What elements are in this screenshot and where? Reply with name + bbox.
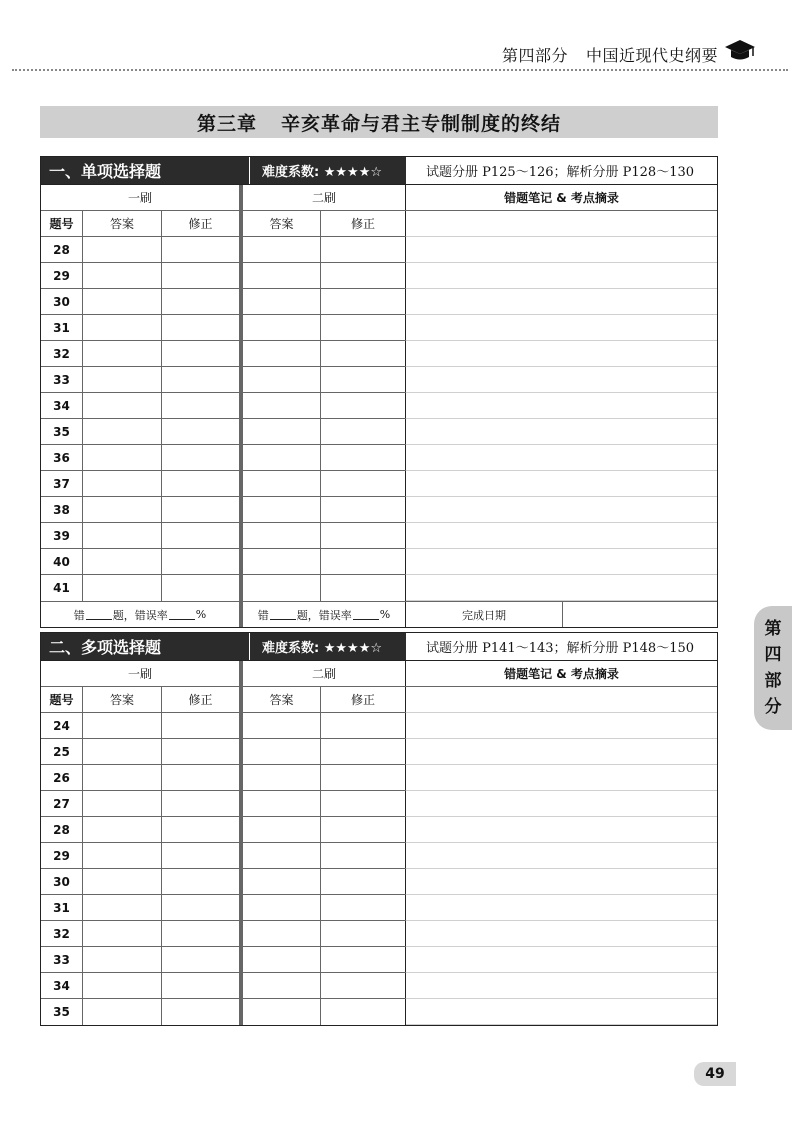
round2-answer-cell[interactable] bbox=[243, 341, 321, 366]
question-row bbox=[41, 791, 406, 817]
round1-answer-cell[interactable] bbox=[83, 973, 162, 998]
round2-correction-cell[interactable] bbox=[321, 999, 406, 1025]
round1-correction-cell[interactable] bbox=[162, 843, 243, 868]
graduation-cap-icon bbox=[724, 38, 756, 62]
round2-correction-cell[interactable] bbox=[321, 575, 406, 601]
round1-correction-cell[interactable] bbox=[162, 549, 243, 574]
round2-answer-cell[interactable] bbox=[243, 739, 321, 764]
round2-correction-cell[interactable] bbox=[321, 367, 406, 392]
round1-answer-cell[interactable] bbox=[83, 341, 162, 366]
round1-answer-cell[interactable] bbox=[83, 263, 162, 288]
completion-date-label: 完成日期 bbox=[406, 602, 563, 627]
question-row bbox=[41, 393, 406, 419]
question-row bbox=[41, 999, 406, 1025]
round2-correction-cell[interactable] bbox=[321, 947, 406, 972]
question-row bbox=[41, 895, 406, 921]
error-rate-blank[interactable] bbox=[353, 610, 379, 620]
question-row bbox=[41, 341, 406, 367]
question-row bbox=[41, 549, 406, 575]
round2-header: 二刷 bbox=[243, 185, 406, 210]
round2-answer-cell[interactable] bbox=[243, 367, 321, 392]
error-rate-blank[interactable] bbox=[169, 610, 195, 620]
round1-answer-cell[interactable] bbox=[83, 445, 162, 470]
notes-column bbox=[406, 185, 717, 601]
difficulty-rating: 难度系数: ★★★★☆ bbox=[249, 633, 406, 660]
round1-answer-cell[interactable] bbox=[83, 843, 162, 868]
section-header bbox=[41, 633, 717, 661]
round1-correction-cell[interactable] bbox=[162, 419, 243, 444]
correction-header: 修正 bbox=[162, 687, 243, 712]
round1-answer-cell[interactable] bbox=[83, 497, 162, 522]
round2-answer-cell[interactable] bbox=[243, 497, 321, 522]
round1-header: 一刷 bbox=[41, 661, 243, 686]
round2-answer-cell[interactable] bbox=[243, 843, 321, 868]
error-rate-label: 题，错误率 bbox=[112, 608, 168, 622]
round2-correction-cell[interactable] bbox=[321, 471, 406, 496]
round1-correction-cell[interactable] bbox=[162, 869, 243, 894]
multiple-choice-section bbox=[40, 632, 718, 1026]
round1-answer-cell[interactable] bbox=[83, 289, 162, 314]
round1-answer-cell[interactable] bbox=[83, 471, 162, 496]
question-row bbox=[41, 471, 406, 497]
round2-answer-cell[interactable] bbox=[243, 999, 321, 1025]
header-subject: 中国近现代史纲要 bbox=[585, 46, 718, 65]
round1-header: 一刷 bbox=[41, 185, 243, 210]
round1-correction-cell[interactable] bbox=[162, 315, 243, 340]
round2-correction-cell[interactable] bbox=[321, 419, 406, 444]
round2-answer-cell[interactable] bbox=[243, 921, 321, 946]
question-number: 37 bbox=[41, 471, 83, 496]
round2-answer-cell[interactable] bbox=[243, 575, 321, 601]
round2-answer-cell[interactable] bbox=[243, 237, 321, 262]
question-number: 41 bbox=[41, 575, 83, 601]
round1-correction-cell[interactable] bbox=[162, 289, 243, 314]
round2-answer-cell[interactable] bbox=[243, 471, 321, 496]
round2-answer-cell[interactable] bbox=[243, 869, 321, 894]
question-row bbox=[41, 869, 406, 895]
round1-answer-cell[interactable] bbox=[83, 791, 162, 816]
notes-area[interactable] bbox=[406, 687, 717, 1025]
round1-answer-cell[interactable] bbox=[83, 739, 162, 764]
question-number: 26 bbox=[41, 765, 83, 790]
round1-answer-cell[interactable] bbox=[83, 237, 162, 262]
round2-correction-cell[interactable] bbox=[321, 817, 406, 842]
error-label: 错 bbox=[257, 608, 269, 622]
question-row bbox=[41, 289, 406, 315]
single-choice-section bbox=[40, 156, 718, 628]
round2-correction-cell[interactable] bbox=[321, 713, 406, 738]
question-row bbox=[41, 765, 406, 791]
question-row bbox=[41, 445, 406, 471]
question-number: 31 bbox=[41, 315, 83, 340]
round2-answer-cell[interactable] bbox=[243, 315, 321, 340]
answer-header: 答案 bbox=[83, 211, 162, 236]
difficulty-rating: 难度系数: ★★★★☆ bbox=[249, 157, 406, 184]
round2-correction-cell[interactable] bbox=[321, 445, 406, 470]
question-number: 38 bbox=[41, 497, 83, 522]
round1-answer-cell[interactable] bbox=[83, 921, 162, 946]
answer-header: 答案 bbox=[243, 687, 321, 712]
round2-correction-cell[interactable] bbox=[321, 341, 406, 366]
round2-correction-cell[interactable] bbox=[321, 523, 406, 548]
chapter-number: 第三章 bbox=[196, 112, 257, 135]
round1-correction-cell[interactable] bbox=[162, 895, 243, 920]
round2-correction-cell[interactable] bbox=[321, 869, 406, 894]
round2-correction-cell[interactable] bbox=[321, 921, 406, 946]
round1-correction-cell[interactable] bbox=[162, 523, 243, 548]
round1-answer-cell[interactable] bbox=[83, 895, 162, 920]
round2-correction-cell[interactable] bbox=[321, 739, 406, 764]
question-number: 35 bbox=[41, 999, 83, 1025]
round1-answer-cell[interactable] bbox=[83, 713, 162, 738]
question-row bbox=[41, 523, 406, 549]
round1-answer-cell[interactable] bbox=[83, 367, 162, 392]
round2-answer-cell[interactable] bbox=[243, 895, 321, 920]
percent-sign: % bbox=[379, 608, 391, 621]
round2-correction-cell[interactable] bbox=[321, 237, 406, 262]
question-row bbox=[41, 575, 406, 601]
round1-correction-cell[interactable] bbox=[162, 739, 243, 764]
question-number: 27 bbox=[41, 791, 83, 816]
round2-correction-cell[interactable] bbox=[321, 289, 406, 314]
question-number-header: 题号 bbox=[41, 687, 83, 712]
question-number-header: 题号 bbox=[41, 211, 83, 236]
round1-correction-cell[interactable] bbox=[162, 471, 243, 496]
question-number: 32 bbox=[41, 921, 83, 946]
error-rate-label: 题，错误率 bbox=[296, 608, 352, 622]
error-count-blank[interactable] bbox=[86, 610, 112, 620]
round1-answer-cell[interactable] bbox=[83, 419, 162, 444]
answer-header: 答案 bbox=[83, 687, 162, 712]
part-side-tab bbox=[754, 606, 792, 730]
question-number: 25 bbox=[41, 739, 83, 764]
question-number: 40 bbox=[41, 549, 83, 574]
round2-correction-cell[interactable] bbox=[321, 315, 406, 340]
question-row bbox=[41, 973, 406, 999]
round1-answer-cell[interactable] bbox=[83, 315, 162, 340]
error-count-blank[interactable] bbox=[270, 610, 296, 620]
question-row bbox=[41, 237, 406, 263]
section-title: 一、单项选择题 bbox=[41, 157, 249, 184]
round2-header: 二刷 bbox=[243, 661, 406, 686]
question-row bbox=[41, 947, 406, 973]
question-number: 29 bbox=[41, 263, 83, 288]
header-part: 第四部分 bbox=[501, 46, 568, 65]
round1-correction-cell[interactable] bbox=[162, 817, 243, 842]
question-number: 31 bbox=[41, 895, 83, 920]
round1-correction-cell[interactable] bbox=[162, 393, 243, 418]
chapter-title-bar bbox=[40, 106, 718, 138]
answer-header: 答案 bbox=[243, 211, 321, 236]
question-number: 32 bbox=[41, 341, 83, 366]
round1-correction-cell[interactable] bbox=[162, 445, 243, 470]
round1-answer-cell[interactable] bbox=[83, 817, 162, 842]
round2-answer-cell[interactable] bbox=[243, 817, 321, 842]
round2-answer-cell[interactable] bbox=[243, 947, 321, 972]
round1-correction-cell[interactable] bbox=[162, 999, 243, 1025]
round1-correction-cell[interactable] bbox=[162, 497, 243, 522]
round2-answer-cell[interactable] bbox=[243, 289, 321, 314]
round1-correction-cell[interactable] bbox=[162, 263, 243, 288]
round1-correction-cell[interactable] bbox=[162, 921, 243, 946]
round2-answer-cell[interactable] bbox=[243, 523, 321, 548]
round1-correction-cell[interactable] bbox=[162, 575, 243, 601]
header-text bbox=[502, 43, 718, 66]
header-divider bbox=[12, 69, 788, 71]
section-header bbox=[41, 157, 717, 185]
side-tab-char: 四 bbox=[764, 645, 782, 665]
section-title: 二、多项选择题 bbox=[41, 633, 249, 660]
round2-answer-cell[interactable] bbox=[243, 791, 321, 816]
round1-correction-cell[interactable] bbox=[162, 237, 243, 262]
round2-answer-cell[interactable] bbox=[243, 713, 321, 738]
round1-answer-cell[interactable] bbox=[83, 523, 162, 548]
round1-correction-cell[interactable] bbox=[162, 765, 243, 790]
round1-correction-cell[interactable] bbox=[162, 947, 243, 972]
round1-answer-cell[interactable] bbox=[83, 393, 162, 418]
question-number: 36 bbox=[41, 445, 83, 470]
question-number: 30 bbox=[41, 869, 83, 894]
page-reference: 试题分册 P141～143；解析分册 P148～150 bbox=[426, 641, 695, 656]
round2-answer-cell[interactable] bbox=[243, 973, 321, 998]
correction-header: 修正 bbox=[162, 211, 243, 236]
question-row bbox=[41, 921, 406, 947]
round2-answer-cell[interactable] bbox=[243, 393, 321, 418]
round2-answer-cell[interactable] bbox=[243, 419, 321, 444]
page-reference: 试题分册 P125～126；解析分册 P128～130 bbox=[426, 165, 695, 180]
round2-correction-cell[interactable] bbox=[321, 497, 406, 522]
round1-correction-cell[interactable] bbox=[162, 367, 243, 392]
round1-answer-cell[interactable] bbox=[83, 765, 162, 790]
round2-correction-cell[interactable] bbox=[321, 393, 406, 418]
round2-correction-cell[interactable] bbox=[321, 973, 406, 998]
question-number: 39 bbox=[41, 523, 83, 548]
notes-header: 错题笔记 & 考点摘录 bbox=[406, 661, 717, 687]
round2-answer-cell[interactable] bbox=[243, 445, 321, 470]
round2-error-rate bbox=[243, 602, 406, 627]
question-row bbox=[41, 739, 406, 765]
question-number: 33 bbox=[41, 367, 83, 392]
round1-correction-cell[interactable] bbox=[162, 791, 243, 816]
round2-correction-cell[interactable] bbox=[321, 549, 406, 574]
round1-error-rate bbox=[41, 602, 243, 627]
round1-answer-cell[interactable] bbox=[83, 549, 162, 574]
chapter-title: 辛亥革命与君主专制制度的终结 bbox=[281, 112, 562, 135]
side-tab-char: 分 bbox=[764, 697, 782, 717]
answer-grid bbox=[41, 185, 406, 601]
page-number: 49 bbox=[694, 1062, 736, 1086]
correction-header: 修正 bbox=[321, 687, 406, 712]
round1-correction-cell[interactable] bbox=[162, 341, 243, 366]
question-number: 28 bbox=[41, 237, 83, 262]
question-row bbox=[41, 315, 406, 341]
round2-answer-cell[interactable] bbox=[243, 263, 321, 288]
round2-correction-cell[interactable] bbox=[321, 843, 406, 868]
round2-answer-cell[interactable] bbox=[243, 549, 321, 574]
error-label: 错 bbox=[73, 608, 85, 622]
correction-header: 修正 bbox=[321, 211, 406, 236]
round2-answer-cell[interactable] bbox=[243, 765, 321, 790]
question-row bbox=[41, 497, 406, 523]
round1-correction-cell[interactable] bbox=[162, 713, 243, 738]
completion-date-field[interactable] bbox=[563, 602, 717, 627]
notes-column bbox=[406, 661, 717, 1025]
round1-correction-cell[interactable] bbox=[162, 973, 243, 998]
round1-answer-cell[interactable] bbox=[83, 575, 162, 601]
question-number: 29 bbox=[41, 843, 83, 868]
question-number: 24 bbox=[41, 713, 83, 738]
section-footer bbox=[41, 601, 717, 627]
round2-correction-cell[interactable] bbox=[321, 263, 406, 288]
round2-correction-cell[interactable] bbox=[321, 895, 406, 920]
side-tab-char: 第 bbox=[764, 619, 782, 639]
notes-area[interactable] bbox=[406, 211, 717, 601]
round1-answer-cell[interactable] bbox=[83, 869, 162, 894]
question-row bbox=[41, 817, 406, 843]
question-number: 30 bbox=[41, 289, 83, 314]
answer-grid bbox=[41, 661, 406, 1025]
round2-correction-cell[interactable] bbox=[321, 765, 406, 790]
question-row bbox=[41, 419, 406, 445]
question-number: 28 bbox=[41, 817, 83, 842]
side-tab-char: 部 bbox=[764, 671, 782, 691]
notes-header: 错题笔记 & 考点摘录 bbox=[406, 185, 717, 211]
question-row bbox=[41, 843, 406, 869]
question-row bbox=[41, 263, 406, 289]
round1-answer-cell[interactable] bbox=[83, 999, 162, 1025]
question-number: 34 bbox=[41, 973, 83, 998]
percent-sign: % bbox=[195, 608, 207, 621]
question-number: 35 bbox=[41, 419, 83, 444]
question-number: 33 bbox=[41, 947, 83, 972]
round2-correction-cell[interactable] bbox=[321, 791, 406, 816]
question-row bbox=[41, 713, 406, 739]
round1-answer-cell[interactable] bbox=[83, 947, 162, 972]
question-number: 34 bbox=[41, 393, 83, 418]
question-row bbox=[41, 367, 406, 393]
